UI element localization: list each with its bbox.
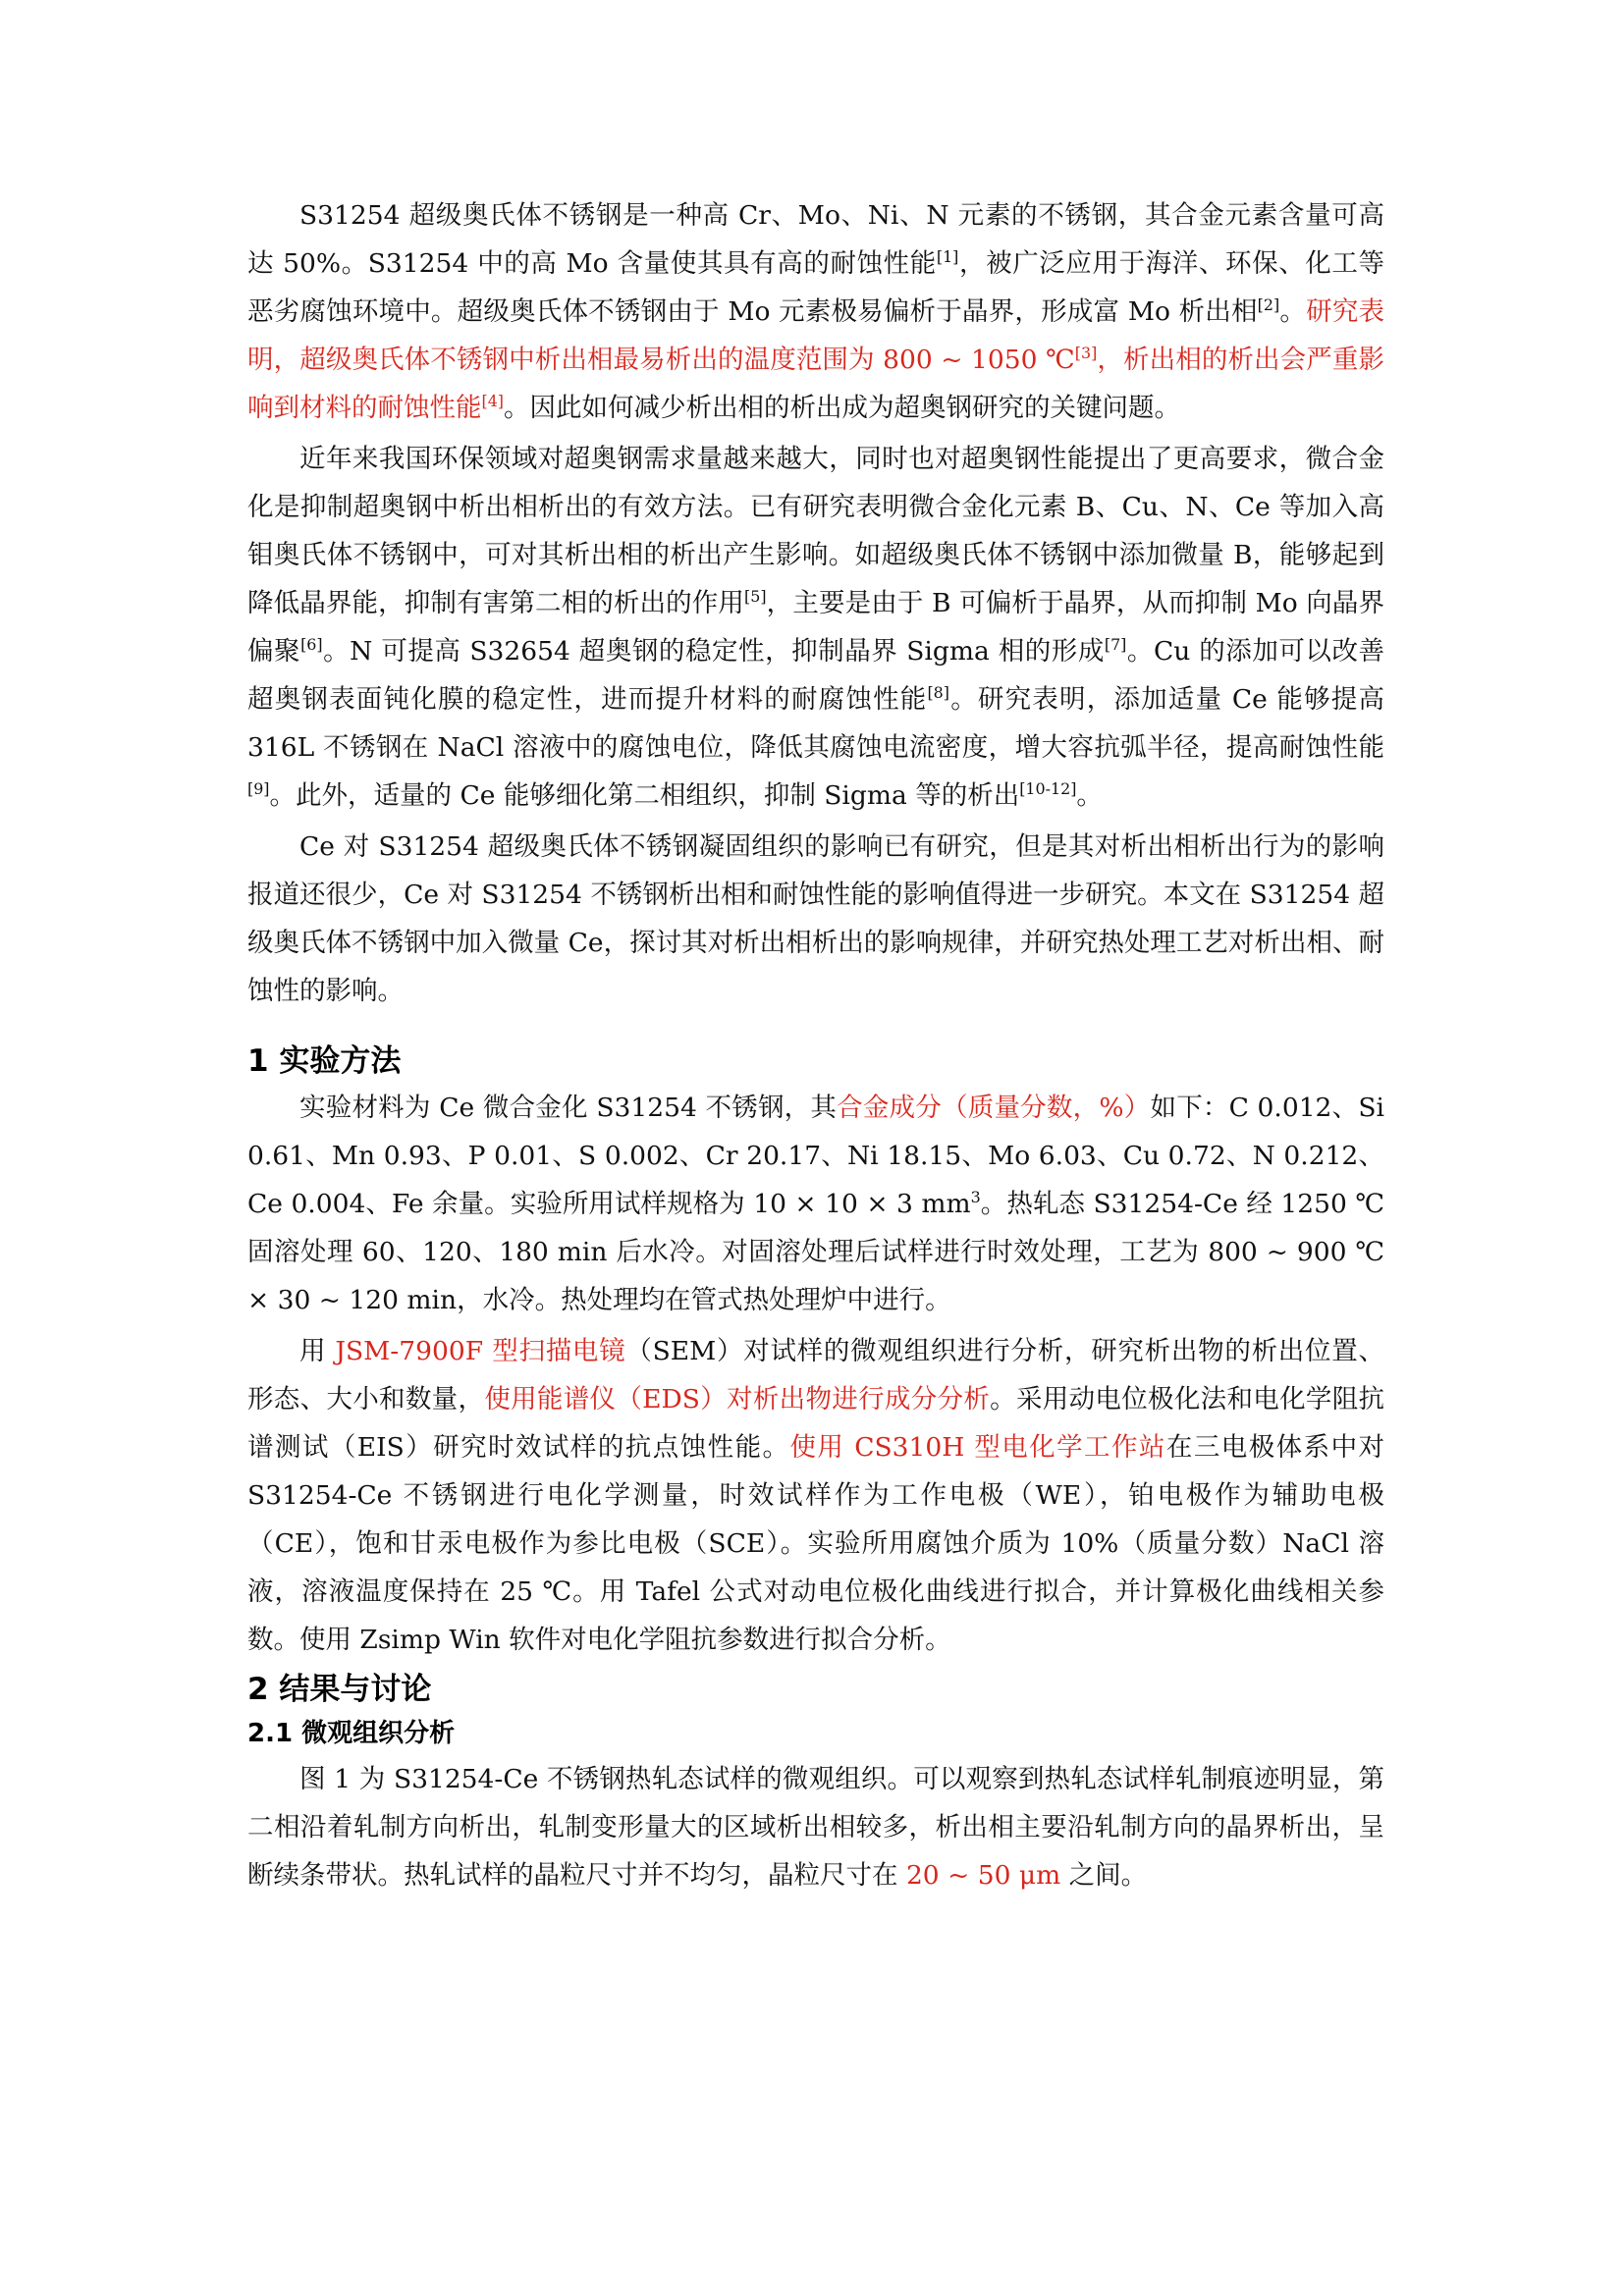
citation-ref: [10-12] bbox=[1019, 779, 1077, 799]
paragraph-intro-1 bbox=[247, 191, 1384, 432]
text-run: 。Cu 的添加可以改善超奥钢表面钝化膜的稳定性，进而提升材料的耐腐蚀性能 bbox=[247, 636, 1384, 715]
text-run: 如下：C 0.012、Si 0.61、Mn 0.93、P 0.01、S 0.002、Cr 20.17、Ni 18.15、Mo 6.03、Cu 0.72、N 0.212、Ce 0.004、Fe 余量。实验所用试样规格为 10 × 10 × 3 mm bbox=[247, 1093, 1384, 1219]
text-run: （SEM）对试样的微观组织进行分析，研究析出物的析出位置、形态、大小和数量， bbox=[247, 1336, 1384, 1415]
subsection-heading-2-1: 2.1 微观组织分析 bbox=[247, 1719, 456, 1748]
section-heading-1: 1 实验方法 bbox=[247, 1043, 402, 1079]
highlighted-text: 使用 CS310H 型电化学工作站 bbox=[789, 1432, 1166, 1463]
citation-ref: [6] bbox=[300, 635, 323, 655]
paragraph-intro-2 bbox=[247, 435, 1384, 820]
citation-ref: [8] bbox=[927, 683, 949, 703]
text-run: 实验材料为 Ce 微合金化 S31254 不锈钢，其 bbox=[299, 1093, 838, 1123]
text-run: 。因此如何减少析出相的析出成为超奥钢研究的关键问题。 bbox=[504, 393, 1181, 423]
paragraph-intro-3: Ce 对 S31254 超级奥氏体不锈钢凝固组织的影响已有研究，但是其对析出相析出行为的影响报道还很少，Ce 对 S31254 不锈钢析出相和耐蚀性能的影响值得进一步研究。本文在 S31254 超级奥氏体不锈钢中加入微量 Ce，探讨其对析出相析出的影响规律，并研究热处理工艺对析出相、耐蚀性的影响。 bbox=[247, 831, 1384, 1006]
text-run: ，主要是由于 B 可偏析于晶界，从而抑制 Mo 向晶界偏聚 bbox=[247, 588, 1384, 667]
text-run: 近年来我国环保领域对超奥钢需求量越来越大，同时也对超奥钢性能提出了更高要求，微合金化是抑制超奥钢中析出相析出的有效方法。已有研究表明微合金化元素 B、Cu、N、Ce 等加入高钼奥氏体不锈钢中，可对其析出相的析出产生影响。如超级奥氏体不锈钢中添加微量 B，能够起到降低晶界能，抑制有害第二相的析出的作用 bbox=[247, 444, 1384, 618]
paragraph-materials bbox=[247, 1084, 1384, 1324]
highlighted-text: ，析出相的析出会严重影响到材料的耐蚀性能 bbox=[247, 345, 1384, 423]
paragraph-methods bbox=[247, 1327, 1384, 1664]
text-run: 。此外，适量的 Ce 能够细化第二相组织，抑制 Sigma 等的析出 bbox=[269, 780, 1020, 811]
text-run: 。研究表明，添加适量 Ce 能够提高 316L 不锈钢在 NaCl 溶液中的腐蚀电位，降低其腐蚀电流密度，增大容抗弧半径，提高耐蚀性能 bbox=[247, 684, 1384, 763]
text-run: S31254 超级奥氏体不锈钢是一种高 Cr、Mo、Ni、N 元素的不锈钢，其合金元素含量可高达 50%。S31254 中的高 Mo 含量使其具有高的耐蚀性能 bbox=[247, 200, 1384, 279]
text-run: 。采用动电位极化法和电化学阻抗谱测试（EIS）研究时效试样的抗点蚀性能。 bbox=[247, 1384, 1385, 1463]
paper-page bbox=[247, 191, 1384, 1902]
text-run: 。 bbox=[1076, 780, 1103, 811]
citation-ref: [2] bbox=[1257, 295, 1280, 315]
text-run: 图 1 为 S31254-Ce 不锈钢热轧态试样的微观组织。可以观察到热轧态试样轧制痕迹明显，第二相沿着轧制方向析出，轧制变形量大的区域析出相较多，析出相主要沿轧制方向的晶界析出，呈断续条带状。热轧试样的晶粒尺寸并不均匀，晶粒尺寸在 bbox=[247, 1764, 1384, 1891]
text-run: ，被广泛应用于海洋、环保、化工等恶劣腐蚀环境中。超级奥氏体不锈钢由于 Mo 元素极易偏析于晶界，形成富 Mo 析出相 bbox=[247, 248, 1385, 327]
paragraph-microstructure bbox=[247, 1755, 1384, 1899]
text-run: 。N 可提高 S32654 超奥钢的稳定性，抑制晶界 Sigma 相的形成 bbox=[322, 636, 1105, 667]
highlighted-text: 使用能谱仪（EDS）对析出物进行成分分析 bbox=[484, 1384, 991, 1415]
highlighted-text: 研究表明，超级奥氏体不锈钢中析出相最易析出的温度范围为 800 ~ 1050 ℃ bbox=[247, 296, 1385, 375]
highlighted-text: 20 ~ 50 μm bbox=[905, 1860, 1061, 1891]
text-run: 在三电极体系中对 S31254-Ce 不锈钢进行电化学测量，时效试样作为工作电极（WE），铂电极作为辅助电极（CE），饱和甘汞电极作为参比电极（SCE）。实验所用腐蚀介质为 10%（质量分数）NaCl 溶液，溶液温度保持在 25 ℃。用 Tafel 公式对动电位极化曲线进行拟合，并计算极化曲线相关参数。使用 Zsimp Win 软件对电化学阻抗参数进行拟合分析。 bbox=[247, 1432, 1385, 1655]
citation-ref: [3] bbox=[1074, 344, 1098, 363]
citation-ref: [5] bbox=[744, 587, 767, 607]
highlighted-text: 合金成分（质量分数，%） bbox=[837, 1093, 1151, 1123]
citation-ref: [4] bbox=[481, 392, 505, 411]
citation-ref: [1] bbox=[936, 247, 959, 267]
highlighted-text: JSM-7900F 型扫描电镜 bbox=[335, 1336, 626, 1366]
section-heading-2: 2 结果与讨论 bbox=[247, 1672, 432, 1707]
citation-ref: [9] bbox=[247, 779, 270, 799]
citation-ref: [7] bbox=[1104, 635, 1127, 655]
text-run: 。热轧态 S31254-Ce 经 1250 ℃固溶处理 60、120、180 min 后水冷。对固溶处理后试样进行时效处理，工艺为 800 ~ 900 ℃ × 30 ~ 120 min，水冷。热处理均在管式热处理炉中进行。 bbox=[247, 1189, 1384, 1315]
superscript: 3 bbox=[970, 1188, 981, 1207]
text-run: 用 bbox=[299, 1336, 336, 1366]
text-run: 之间。 bbox=[1060, 1860, 1148, 1891]
text-run: 。 bbox=[1279, 296, 1307, 327]
